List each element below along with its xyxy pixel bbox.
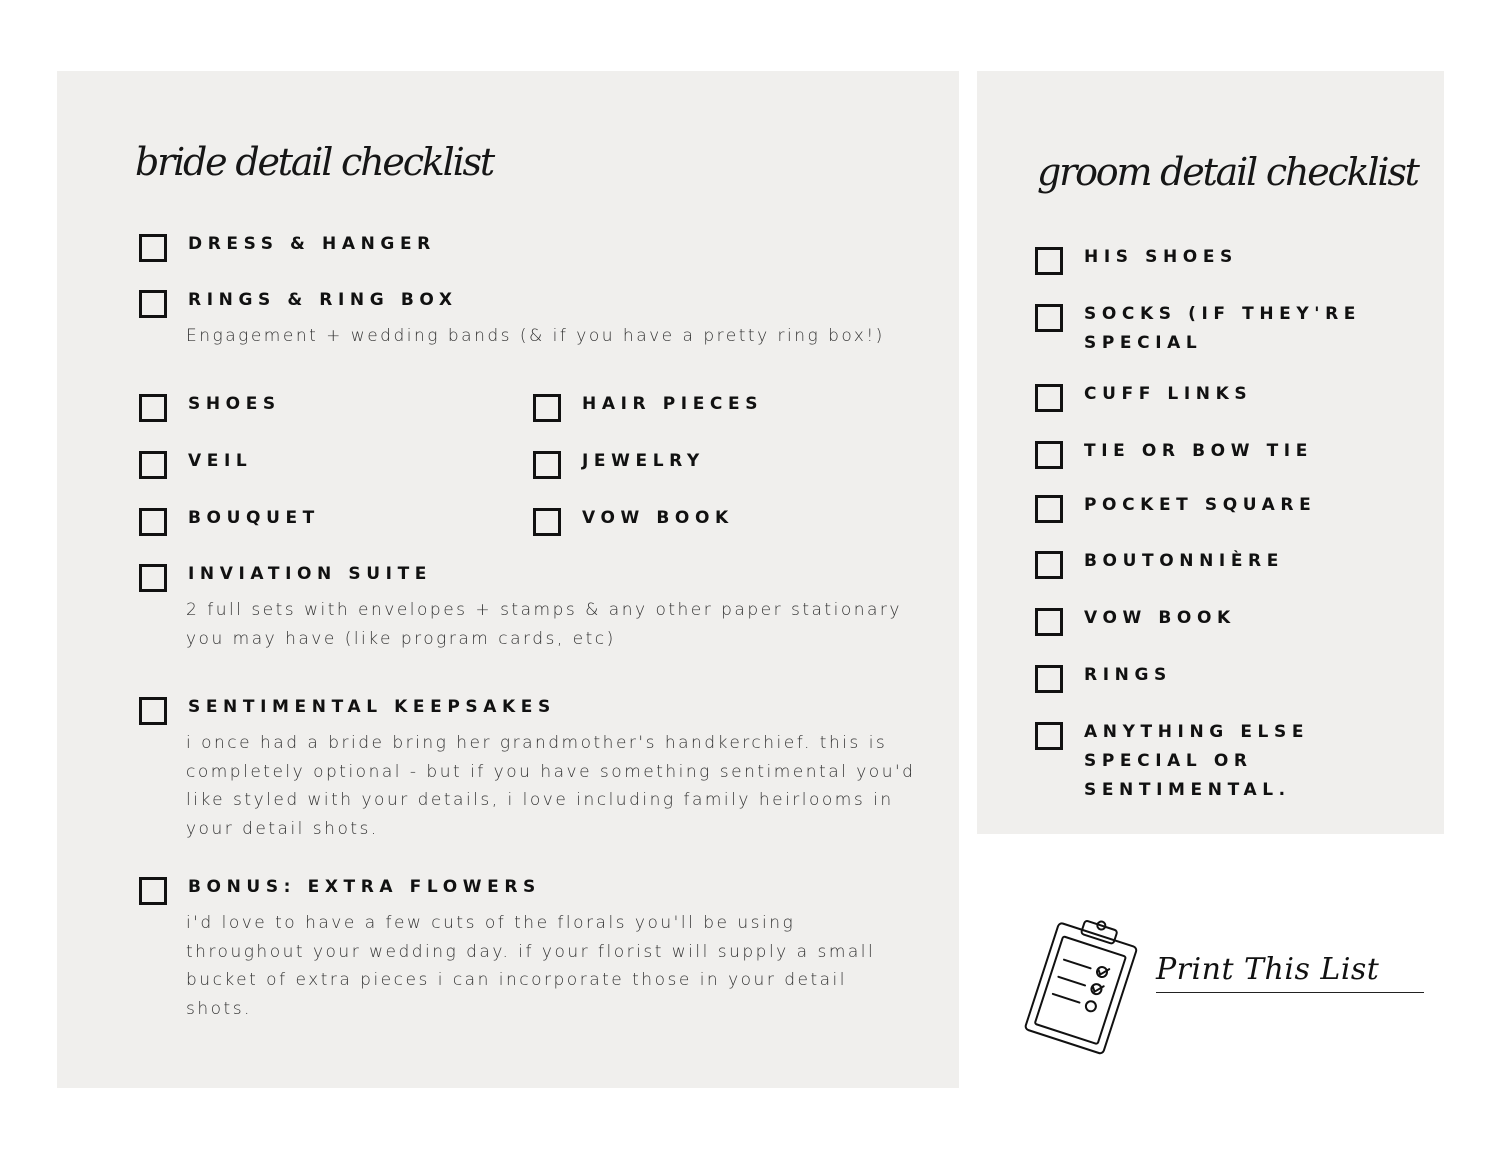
bride-checklist-panel bbox=[57, 71, 959, 1088]
item-label: RINGS bbox=[1084, 665, 1172, 685]
checkbox[interactable] bbox=[139, 877, 167, 905]
item-label: SOCKS (IF THEY'RE SPECIAL bbox=[1084, 304, 1361, 353]
item-description: i'd love to have a few cuts of the florals you'll be using throughout your wedding day. if your florist will supply a small bucket of extra pieces i can incorporate those in your detail shots. bbox=[186, 913, 876, 1019]
bride-checklist-title: bride detail checklist bbox=[135, 140, 493, 184]
checkbox[interactable] bbox=[1035, 441, 1063, 469]
checkbox[interactable] bbox=[1035, 722, 1063, 750]
item-description: Engagement + wedding bands (& if you have a pretty ring box!) bbox=[186, 326, 885, 346]
item-label: HIS SHOES bbox=[1084, 247, 1238, 267]
item-label: BONUS: EXTRA FLOWERS bbox=[188, 877, 541, 897]
item-label: VOW BOOK bbox=[582, 508, 734, 528]
item-description: i once had a bride bring her grandmother's handkerchief. this is completely optional - but if you have something sentimental you'd like styled with your details, i love including family heirlooms in your detail shots. bbox=[186, 733, 916, 839]
item-label: HAIR PIECES bbox=[582, 394, 764, 414]
checkbox[interactable] bbox=[139, 290, 167, 318]
checkbox[interactable] bbox=[1035, 495, 1063, 523]
checkbox[interactable] bbox=[139, 697, 167, 725]
checkbox[interactable] bbox=[1035, 384, 1063, 412]
groom-checklist-title: groom detail checklist bbox=[1037, 150, 1418, 194]
checkbox[interactable] bbox=[139, 508, 167, 536]
checkbox[interactable] bbox=[139, 451, 167, 479]
item-description: 2 full sets with envelopes + stamps & any other paper stationary you may have (like program cards, etc) bbox=[186, 600, 902, 649]
item-label: CUFF LINKS bbox=[1084, 384, 1253, 404]
checkbox[interactable] bbox=[1035, 665, 1063, 693]
checkbox[interactable] bbox=[533, 451, 561, 479]
checkbox[interactable] bbox=[1035, 247, 1063, 275]
print-this-list-label[interactable]: Print This List bbox=[1156, 952, 1380, 987]
checkbox[interactable] bbox=[139, 394, 167, 422]
groom-checklist-panel bbox=[977, 71, 1444, 834]
checkbox[interactable] bbox=[1035, 608, 1063, 636]
item-label: BOUTONNIÈRE bbox=[1084, 551, 1284, 571]
item-label: SENTIMENTAL KEEPSAKES bbox=[188, 697, 556, 717]
item-label: DRESS & HANGER bbox=[188, 234, 436, 254]
item-label: JEWELRY bbox=[582, 451, 705, 471]
checkbox[interactable] bbox=[139, 234, 167, 262]
print-this-list-link[interactable] bbox=[1018, 914, 1438, 1062]
item-label: POCKET SQUARE bbox=[1084, 495, 1317, 515]
checkbox[interactable] bbox=[533, 394, 561, 422]
item-label: VOW BOOK bbox=[1084, 608, 1236, 628]
item-label: SHOES bbox=[188, 394, 281, 414]
item-label: TIE OR BOW TIE bbox=[1084, 441, 1313, 461]
item-label: BOUQUET bbox=[188, 508, 320, 528]
checkbox[interactable] bbox=[1035, 304, 1063, 332]
item-label: ANYTHING ELSE SPECIAL OR SENTIMENTAL. bbox=[1084, 722, 1310, 800]
checkbox[interactable] bbox=[533, 508, 561, 536]
item-label: VEIL bbox=[188, 451, 253, 471]
item-label: RINGS & RING BOX bbox=[188, 290, 458, 310]
clipboard-checklist-icon bbox=[1018, 914, 1148, 1062]
checkbox[interactable] bbox=[139, 564, 167, 592]
checkbox[interactable] bbox=[1035, 551, 1063, 579]
print-underline bbox=[1156, 992, 1424, 993]
item-label: INVIATION SUITE bbox=[188, 564, 432, 584]
